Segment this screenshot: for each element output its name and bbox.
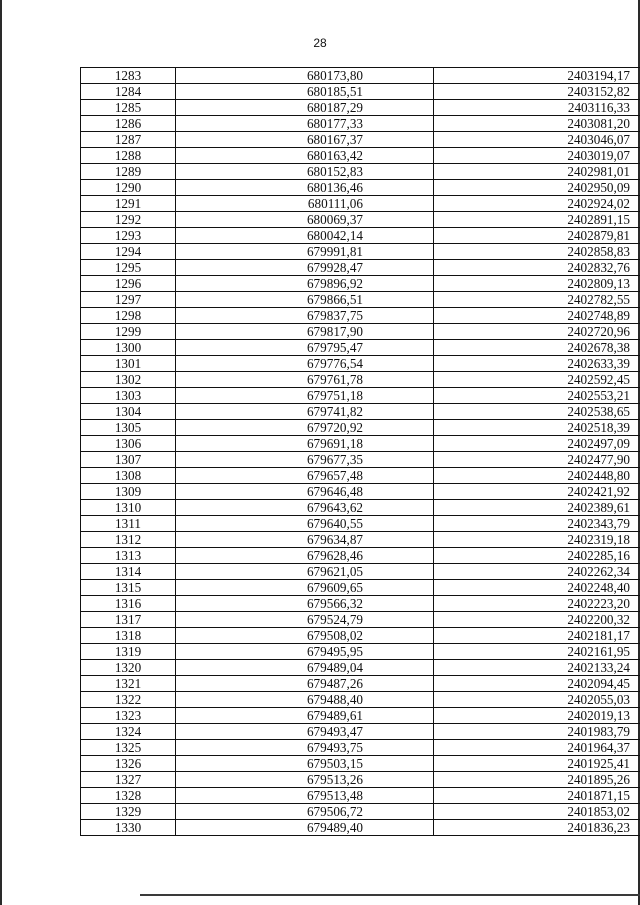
x-coordinate-cell: 679646,48: [176, 484, 434, 500]
y-coordinate-cell: 2402285,16: [434, 548, 640, 564]
point-number-cell: 1327: [81, 772, 176, 788]
point-number-cell: 1313: [81, 548, 176, 564]
y-coordinate-cell: 2403116,33: [434, 100, 640, 116]
x-coordinate-cell: 679691,18: [176, 436, 434, 452]
point-number-cell: 1300: [81, 340, 176, 356]
point-number-cell: 1289: [81, 164, 176, 180]
table-row: [81, 100, 640, 116]
x-coordinate-cell: 679524,79: [176, 612, 434, 628]
point-number-cell: 1299: [81, 324, 176, 340]
y-coordinate-cell: 2402181,17: [434, 628, 640, 644]
table-row: [81, 516, 640, 532]
page-number: 28: [313, 36, 327, 50]
y-coordinate-cell: 2402720,96: [434, 324, 640, 340]
x-coordinate-cell: 680069,37: [176, 212, 434, 228]
table-row: [81, 500, 640, 516]
x-coordinate-cell: 679991,81: [176, 244, 434, 260]
x-coordinate-cell: 679489,40: [176, 820, 434, 836]
point-number-cell: 1307: [81, 452, 176, 468]
point-number-cell: 1319: [81, 644, 176, 660]
table-row: [81, 324, 640, 340]
x-coordinate-cell: 679657,48: [176, 468, 434, 484]
y-coordinate-cell: 2402448,80: [434, 468, 640, 484]
y-coordinate-cell: 2401853,02: [434, 804, 640, 820]
y-coordinate-cell: 2402518,39: [434, 420, 640, 436]
y-coordinate-cell: 2402782,55: [434, 292, 640, 308]
y-coordinate-cell: 2403194,17: [434, 68, 640, 84]
x-coordinate-cell: 679896,92: [176, 276, 434, 292]
x-coordinate-cell: 679609,65: [176, 580, 434, 596]
point-number-cell: 1304: [81, 404, 176, 420]
point-number-cell: 1290: [81, 180, 176, 196]
table-row: [81, 564, 640, 580]
x-coordinate-cell: 679506,72: [176, 804, 434, 820]
table-row: [81, 260, 640, 276]
x-coordinate-cell: 679866,51: [176, 292, 434, 308]
coordinates-table-body: [81, 68, 640, 836]
x-coordinate-cell: 679751,18: [176, 388, 434, 404]
x-coordinate-cell: 679487,26: [176, 676, 434, 692]
y-coordinate-cell: 2402200,32: [434, 612, 640, 628]
y-coordinate-cell: 2402248,40: [434, 580, 640, 596]
point-number-cell: 1330: [81, 820, 176, 836]
y-coordinate-cell: 2402950,09: [434, 180, 640, 196]
y-coordinate-cell: 2402019,13: [434, 708, 640, 724]
x-coordinate-cell: 679489,61: [176, 708, 434, 724]
table-row: [81, 484, 640, 500]
point-number-cell: 1308: [81, 468, 176, 484]
x-coordinate-cell: 680042,14: [176, 228, 434, 244]
y-coordinate-cell: 2402879,81: [434, 228, 640, 244]
x-coordinate-cell: 679503,15: [176, 756, 434, 772]
y-coordinate-cell: 2402924,02: [434, 196, 640, 212]
point-number-cell: 1317: [81, 612, 176, 628]
table-row: [81, 244, 640, 260]
table-row: [81, 740, 640, 756]
x-coordinate-cell: 679513,26: [176, 772, 434, 788]
table-row: [81, 692, 640, 708]
x-coordinate-cell: 679817,90: [176, 324, 434, 340]
table-row: [81, 708, 640, 724]
point-number-cell: 1323: [81, 708, 176, 724]
table-row: [81, 532, 640, 548]
point-number-cell: 1312: [81, 532, 176, 548]
table-row: [81, 340, 640, 356]
x-coordinate-cell: 679720,92: [176, 420, 434, 436]
y-coordinate-cell: 2402633,39: [434, 356, 640, 372]
point-number-cell: 1285: [81, 100, 176, 116]
x-coordinate-cell: 679566,32: [176, 596, 434, 612]
table-row: [81, 276, 640, 292]
x-coordinate-cell: 680136,46: [176, 180, 434, 196]
y-coordinate-cell: 2402477,90: [434, 452, 640, 468]
x-coordinate-cell: 680187,29: [176, 100, 434, 116]
table-row: [81, 756, 640, 772]
point-number-cell: 1325: [81, 740, 176, 756]
x-coordinate-cell: 679493,75: [176, 740, 434, 756]
x-coordinate-cell: 680177,33: [176, 116, 434, 132]
point-number-cell: 1314: [81, 564, 176, 580]
x-coordinate-cell: 680163,42: [176, 148, 434, 164]
y-coordinate-cell: 2402592,45: [434, 372, 640, 388]
x-coordinate-cell: 679741,82: [176, 404, 434, 420]
point-number-cell: 1302: [81, 372, 176, 388]
y-coordinate-cell: 2401871,15: [434, 788, 640, 804]
table-row: [81, 228, 640, 244]
point-number-cell: 1316: [81, 596, 176, 612]
y-coordinate-cell: 2402809,13: [434, 276, 640, 292]
table-row: [81, 308, 640, 324]
point-number-cell: 1288: [81, 148, 176, 164]
point-number-cell: 1305: [81, 420, 176, 436]
y-coordinate-cell: 2402161,95: [434, 644, 640, 660]
y-coordinate-cell: 2401964,37: [434, 740, 640, 756]
y-coordinate-cell: 2402981,01: [434, 164, 640, 180]
point-number-cell: 1293: [81, 228, 176, 244]
x-coordinate-cell: 680152,83: [176, 164, 434, 180]
table-row: [81, 212, 640, 228]
x-coordinate-cell: 679928,47: [176, 260, 434, 276]
x-coordinate-cell: 680111,06: [176, 196, 434, 212]
x-coordinate-cell: 679489,04: [176, 660, 434, 676]
y-coordinate-cell: 2403081,20: [434, 116, 640, 132]
y-coordinate-cell: 2401983,79: [434, 724, 640, 740]
table-row: [81, 292, 640, 308]
table-row: [81, 84, 640, 100]
scan-edge-left: [0, 0, 2, 905]
x-coordinate-cell: 680185,51: [176, 84, 434, 100]
x-coordinate-cell: 679634,87: [176, 532, 434, 548]
table-row: [81, 772, 640, 788]
point-number-cell: 1322: [81, 692, 176, 708]
point-number-cell: 1326: [81, 756, 176, 772]
point-number-cell: 1311: [81, 516, 176, 532]
table-row: [81, 388, 640, 404]
x-coordinate-cell: 680173,80: [176, 68, 434, 84]
y-coordinate-cell: 2403152,82: [434, 84, 640, 100]
x-coordinate-cell: 679628,46: [176, 548, 434, 564]
x-coordinate-cell: 679493,47: [176, 724, 434, 740]
y-coordinate-cell: 2402319,18: [434, 532, 640, 548]
point-number-cell: 1324: [81, 724, 176, 740]
point-number-cell: 1297: [81, 292, 176, 308]
x-coordinate-cell: 679795,47: [176, 340, 434, 356]
table-row: [81, 196, 640, 212]
y-coordinate-cell: 2402553,21: [434, 388, 640, 404]
y-coordinate-cell: 2402223,20: [434, 596, 640, 612]
x-coordinate-cell: 679643,62: [176, 500, 434, 516]
y-coordinate-cell: 2402055,03: [434, 692, 640, 708]
point-number-cell: 1284: [81, 84, 176, 100]
y-coordinate-cell: 2401836,23: [434, 820, 640, 836]
table-row: [81, 804, 640, 820]
table-row: [81, 372, 640, 388]
x-coordinate-cell: 679640,55: [176, 516, 434, 532]
table-row: [81, 436, 640, 452]
y-coordinate-cell: 2402538,65: [434, 404, 640, 420]
point-number-cell: 1294: [81, 244, 176, 260]
y-coordinate-cell: 2402421,92: [434, 484, 640, 500]
table-row: [81, 548, 640, 564]
table-row: [81, 164, 640, 180]
y-coordinate-cell: 2403019,07: [434, 148, 640, 164]
point-number-cell: 1306: [81, 436, 176, 452]
y-coordinate-cell: 2402133,24: [434, 660, 640, 676]
point-number-cell: 1283: [81, 68, 176, 84]
table-row: [81, 356, 640, 372]
point-number-cell: 1287: [81, 132, 176, 148]
table-row: [81, 116, 640, 132]
point-number-cell: 1303: [81, 388, 176, 404]
table-row: [81, 788, 640, 804]
point-number-cell: 1291: [81, 196, 176, 212]
table-row: [81, 628, 640, 644]
point-number-cell: 1292: [81, 212, 176, 228]
table-row: [81, 452, 640, 468]
x-coordinate-cell: 679837,75: [176, 308, 434, 324]
y-coordinate-cell: 2402891,15: [434, 212, 640, 228]
y-coordinate-cell: 2401925,41: [434, 756, 640, 772]
point-number-cell: 1321: [81, 676, 176, 692]
coordinates-table: [80, 67, 640, 836]
point-number-cell: 1315: [81, 580, 176, 596]
x-coordinate-cell: 679508,02: [176, 628, 434, 644]
y-coordinate-cell: 2403046,07: [434, 132, 640, 148]
y-coordinate-cell: 2402832,76: [434, 260, 640, 276]
table-row: [81, 404, 640, 420]
table-row: [81, 676, 640, 692]
y-coordinate-cell: 2402262,34: [434, 564, 640, 580]
table-row: [81, 132, 640, 148]
y-coordinate-cell: 2402094,45: [434, 676, 640, 692]
table-row: [81, 660, 640, 676]
point-number-cell: 1310: [81, 500, 176, 516]
point-number-cell: 1286: [81, 116, 176, 132]
point-number-cell: 1320: [81, 660, 176, 676]
point-number-cell: 1298: [81, 308, 176, 324]
x-coordinate-cell: 679488,40: [176, 692, 434, 708]
table-row: [81, 596, 640, 612]
y-coordinate-cell: 2402497,09: [434, 436, 640, 452]
point-number-cell: 1329: [81, 804, 176, 820]
table-row: [81, 820, 640, 836]
x-coordinate-cell: 679513,48: [176, 788, 434, 804]
y-coordinate-cell: 2402748,89: [434, 308, 640, 324]
table-row: [81, 180, 640, 196]
y-coordinate-cell: 2402858,83: [434, 244, 640, 260]
scan-edge-bottom: [140, 894, 640, 896]
table-row: [81, 724, 640, 740]
table-row: [81, 148, 640, 164]
point-number-cell: 1295: [81, 260, 176, 276]
table-row: [81, 580, 640, 596]
y-coordinate-cell: 2401895,26: [434, 772, 640, 788]
table-row: [81, 68, 640, 84]
table-row: [81, 612, 640, 628]
x-coordinate-cell: 679677,35: [176, 452, 434, 468]
x-coordinate-cell: 679621,05: [176, 564, 434, 580]
y-coordinate-cell: 2402343,79: [434, 516, 640, 532]
point-number-cell: 1318: [81, 628, 176, 644]
table-row: [81, 468, 640, 484]
y-coordinate-cell: 2402389,61: [434, 500, 640, 516]
table-row: [81, 420, 640, 436]
point-number-cell: 1328: [81, 788, 176, 804]
x-coordinate-cell: 679776,54: [176, 356, 434, 372]
x-coordinate-cell: 679495,95: [176, 644, 434, 660]
point-number-cell: 1296: [81, 276, 176, 292]
y-coordinate-cell: 2402678,38: [434, 340, 640, 356]
x-coordinate-cell: 680167,37: [176, 132, 434, 148]
point-number-cell: 1301: [81, 356, 176, 372]
x-coordinate-cell: 679761,78: [176, 372, 434, 388]
table-row: [81, 644, 640, 660]
point-number-cell: 1309: [81, 484, 176, 500]
